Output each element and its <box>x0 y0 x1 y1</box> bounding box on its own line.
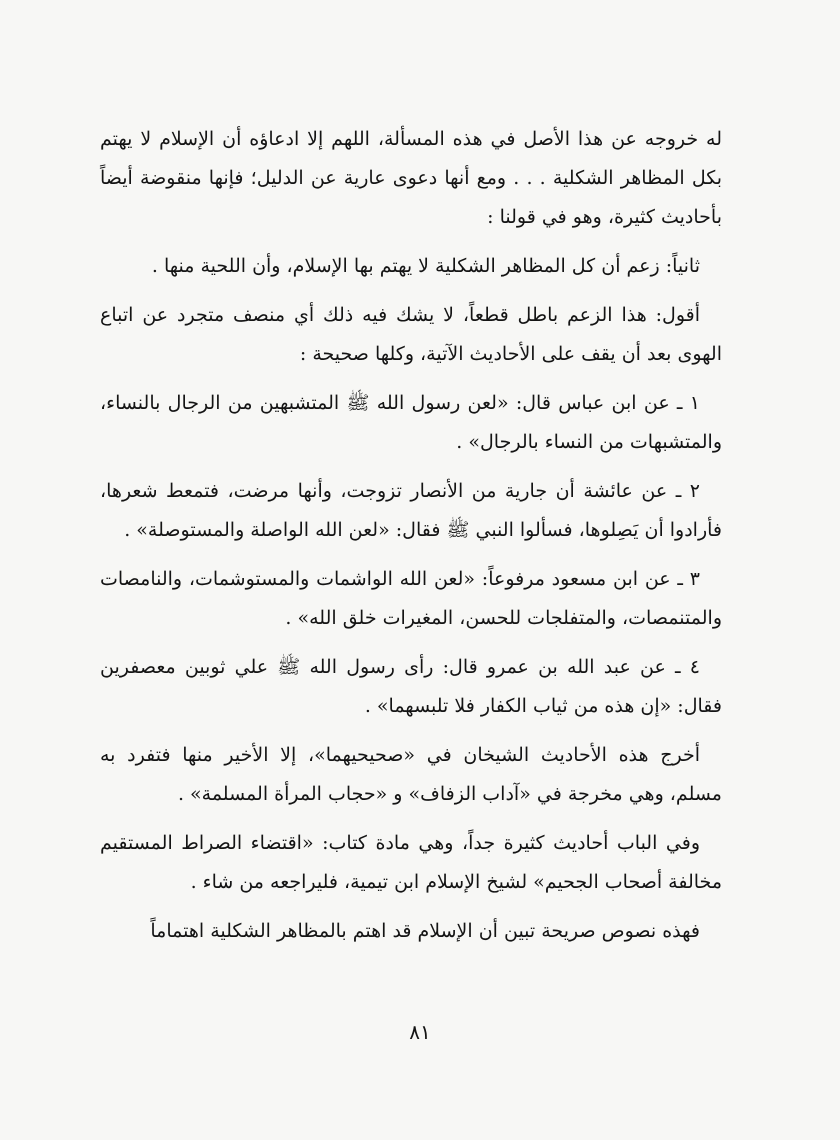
page-number: ٨١ <box>409 1020 431 1044</box>
hadith-item-1: ١ ـ عن ابن عباس قال: «لعن رسول الله ﷺ المتشبهين من الرجال بالنساء، والمتشبهات من النساء بالرجال» . <box>100 392 722 453</box>
hadith-item-4: ٤ ـ عن عبد الله بن عمرو قال: رأى رسول الله ﷺ علي ثوبين معصفرين فقال: «إن هذه من ثياب الكفار فلا تلبسهما» . <box>100 656 722 717</box>
hadith-item-2: ٢ ـ عن عائشة أن جارية من الأنصار تزوجت، وأنها مرضت، فتمعط شعرها، فأرادوا أن يَصِلوها، فسألوا النبي ﷺ فقال: «لعن الله الواصلة والمستوصلة» . <box>100 480 722 541</box>
page-body-text <box>100 120 722 961</box>
hadith-item-3: ٣ ـ عن ابن مسعود مرفوعاً: «لعن الله الواشمات والمستوشمات، والنامصات والمتنمصات، والمتفلجات للحسن، المغيرات خلق الله» . <box>100 568 722 629</box>
paragraph-further-reading: وفي الباب أحاديث كثيرة جداً، وهي مادة كتاب: «اقتضاء الصراط المستقيم مخالفة أصحاب الجحيم» لشيخ الإسلام ابن تيمية، فليراجعه من شاء . <box>100 832 722 893</box>
paragraph-conclusion: فهذه نصوص صريحة تبين أن الإسلام قد اهتم بالمظاهر الشكلية اهتماماً <box>150 920 700 942</box>
paragraph-response: أقول: هذا الزعم باطل قطعاً، لا يشك فيه ذلك أي منصف متجرد عن اتباع الهوى بعد أن يقف على الأحاديث الآتية، وكلها صحيحة : <box>100 304 722 365</box>
paragraph-second-claim: ثانياً: زعم أن كل المظاهر الشكلية لا يهتم بها الإسلام، وأن اللحية منها . <box>151 255 700 277</box>
paragraph-sources: أخرج هذه الأحاديث الشيخان في «صحيحيهما»، إلا الأخير منها فتفرد به مسلم، وهي مخرجة في «آداب الزفاف» و «حجاب المرأة المسلمة» . <box>100 744 722 805</box>
paragraph-continuation: له خروجه عن هذا الأصل في هذه المسألة، اللهم إلا ادعاؤه أن الإسلام لا يهتم بكل المظاهر الشكلية . . . ومع أنها دعوى عارية عن الدليل؛ فإنها منقوضة أيضاً بأحاديث كثيرة، وهو في قولنا : <box>100 128 722 228</box>
